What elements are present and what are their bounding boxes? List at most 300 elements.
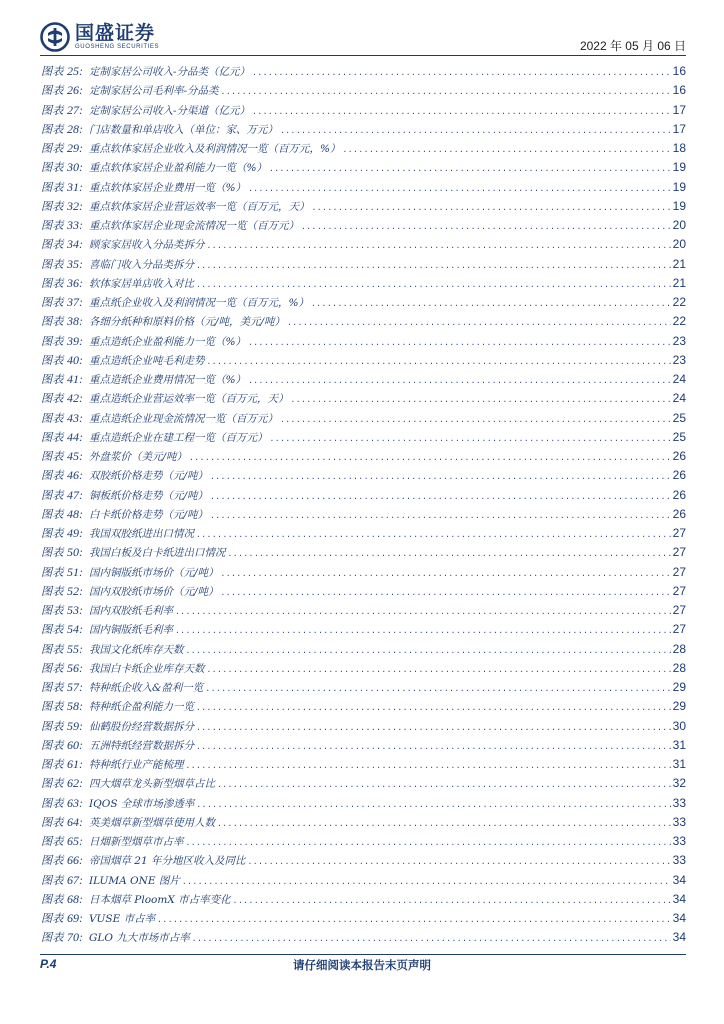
toc-entry-prefix: 图表 (41, 892, 64, 906)
toc-entry-prefix: 图表 (41, 219, 64, 232)
toc-entry-page: 26 (672, 468, 686, 483)
toc-entry[interactable] (41, 602, 686, 621)
toc-entry-title: 定制家居公司收入-分渠道（亿元） (88, 104, 251, 117)
toc-entry-prefix: 图表 (41, 931, 64, 945)
table-of-figures (41, 63, 686, 949)
toc-dot-leader (227, 550, 670, 559)
toc-entry-page: 17 (672, 102, 686, 117)
toc-entry-title: 重点造纸企业吨毛利走势 (88, 354, 205, 367)
toc-entry-number: 56: (66, 660, 83, 675)
toc-entry-number: 50: (66, 545, 83, 560)
toc-dot-leader (217, 820, 671, 829)
toc-entry-label (41, 294, 83, 310)
toc-entry-label (41, 544, 83, 560)
toc-entry[interactable] (41, 621, 686, 640)
toc-entry-prefix: 图表 (41, 642, 64, 656)
toc-entry[interactable] (41, 737, 686, 756)
toc-entry[interactable] (41, 217, 686, 236)
toc-entry-prefix: 图表 (41, 469, 64, 483)
toc-dot-leader (221, 589, 671, 598)
toc-entry-label (41, 564, 83, 580)
toc-entry[interactable] (41, 910, 686, 929)
toc-entry[interactable] (41, 795, 686, 814)
page-number: P.4 (40, 957, 57, 971)
report-date: 2022 年 05 月 06 日 (579, 39, 686, 53)
toc-entry-prefix: 图表 (41, 450, 64, 463)
toc-entry-number: 41: (66, 372, 83, 386)
toc-entry-label (41, 217, 83, 233)
toc-entry-title: 国内铜版纸市场价（元/吨） (88, 566, 219, 579)
toc-entry-number: 49: (66, 526, 83, 540)
toc-entry-number: 33: (66, 218, 83, 232)
toc-entry-title: 铜板纸价格走势（元/吨） (88, 489, 208, 502)
toc-entry[interactable] (41, 891, 686, 910)
toc-dot-leader (196, 281, 671, 290)
toc-entry[interactable] (41, 929, 686, 948)
toc-dot-leader (182, 878, 671, 887)
toc-entry[interactable] (41, 756, 686, 775)
toc-entry-title: VUSE 市占率 (88, 913, 156, 925)
toc-dot-leader (210, 473, 671, 482)
toc-entry-prefix: 图表 (41, 661, 64, 675)
toc-entry-number: 34: (66, 237, 83, 252)
toc-entry-prefix: 图表 (41, 835, 64, 848)
toc-entry-title: 特种纸企收入&盈利一览 (88, 682, 204, 694)
toc-entry-label (41, 602, 83, 618)
toc-entry-title: 定制家居公司收入-分品类（亿元） (88, 66, 251, 78)
logo-chinese-name: 国盛证券 (75, 22, 156, 44)
toc-entry-number: 48: (66, 506, 83, 521)
toc-dot-leader (196, 801, 670, 810)
toc-entry-title: 特种纸企盈利能力一览 (88, 701, 194, 714)
logo-english-name: GUOSHENG SECURITIES (75, 44, 160, 50)
toc-dot-leader (311, 300, 671, 309)
toc-entry-label (41, 679, 83, 695)
toc-entry[interactable] (41, 198, 686, 217)
toc-entry-page: 19 (672, 198, 686, 213)
toc-dot-leader (175, 608, 671, 617)
toc-entry-prefix: 图表 (41, 700, 64, 714)
toc-entry-number: 60: (66, 737, 83, 752)
toc-dot-leader (269, 435, 670, 444)
toc-dot-leader (157, 916, 671, 925)
toc-entry[interactable] (41, 872, 686, 891)
toc-dot-leader (210, 493, 671, 502)
toc-entry-title: GLO 九大市场市占率 (88, 932, 190, 945)
toc-dot-leader (185, 839, 670, 848)
toc-entry-prefix: 图表 (41, 584, 64, 598)
toc-entry-prefix: 图表 (41, 103, 64, 117)
toc-entry-prefix: 图表 (41, 238, 64, 252)
toc-dot-leader (175, 627, 671, 636)
toc-entry[interactable] (41, 410, 686, 429)
toc-entry-number: 40: (66, 352, 83, 367)
toc-entry-title: 重点造纸企业费用情况一览（%） (88, 374, 246, 386)
toc-entry-title: 帝国烟草 21 年分地区收入及同比 (88, 855, 246, 868)
toc-entry[interactable] (41, 352, 686, 371)
toc-dot-leader (287, 319, 671, 328)
toc-entry-title: 仙鹤股份经营数据拆分 (88, 720, 194, 733)
toc-entry-page: 28 (672, 660, 686, 675)
toc-entry-title: 国内铜版纸毛利率 (88, 624, 173, 637)
toc-entry-prefix: 图表 (41, 276, 64, 290)
toc-dot-leader (196, 724, 671, 733)
toc-entry-page: 34 (672, 911, 686, 925)
toc-entry[interactable] (41, 333, 686, 352)
toc-entry-number: 45: (66, 449, 83, 463)
toc-entry-prefix: 图表 (41, 604, 64, 617)
toc-entry[interactable] (41, 718, 686, 737)
toc-entry-page: 19 (672, 179, 686, 194)
toc-entry-prefix: 图表 (41, 84, 64, 98)
toc-entry-label (41, 583, 83, 599)
toc-entry-page: 26 (672, 449, 686, 463)
toc-entry-title: ILUMA ONE 图片 (88, 874, 180, 887)
toc-entry-label (41, 756, 83, 772)
toc-dot-leader (252, 108, 671, 117)
toc-entry-page: 33 (672, 834, 686, 848)
toc-dot-leader (280, 416, 671, 425)
toc-entry-number: 70: (66, 930, 83, 945)
toc-entry-number: 25: (66, 64, 83, 78)
toc-dot-leader (248, 858, 671, 867)
toc-entry-prefix: 图表 (41, 65, 64, 78)
toc-entry-page: 21 (672, 256, 686, 271)
toc-entry-number: 27: (66, 102, 83, 117)
toc-entry-prefix: 图表 (41, 758, 64, 771)
toc-dot-leader (206, 242, 670, 251)
toc-entry[interactable] (41, 448, 686, 467)
toc-entry[interactable] (41, 775, 686, 794)
toc-entry-label (41, 718, 83, 734)
toc-entry-label (41, 102, 83, 118)
toc-dot-leader (290, 396, 670, 405)
toc-entry-prefix: 图表 (41, 796, 64, 810)
toc-entry[interactable] (41, 583, 686, 602)
toc-entry-label (41, 467, 83, 483)
toc-entry-label (41, 82, 83, 98)
toc-entry-prefix: 图表 (41, 719, 64, 733)
toc-entry-prefix: 图表 (41, 353, 64, 367)
toc-dot-leader (192, 935, 671, 944)
toc-entry-number: 62: (66, 776, 83, 791)
toc-entry[interactable] (41, 814, 686, 833)
toc-entry-prefix: 图表 (41, 392, 64, 406)
toc-entry-page: 24 (672, 372, 686, 386)
toc-entry-number: 57: (66, 680, 83, 694)
toc-dot-leader (196, 743, 671, 752)
toc-entry[interactable] (41, 294, 686, 313)
toc-entry-prefix: 图表 (41, 507, 64, 521)
toc-entry-label (41, 929, 83, 945)
toc-entry[interactable] (41, 487, 686, 506)
toc-entry-page: 16 (672, 83, 686, 98)
toc-entry-prefix: 图表 (41, 738, 64, 752)
toc-dot-leader (269, 165, 671, 174)
toc-entry-page: 33 (672, 814, 686, 829)
toc-entry[interactable] (41, 429, 686, 448)
toc-entry-title: 重点软体家居企业盈利能力一览（%） (88, 162, 267, 175)
toc-entry-prefix: 图表 (41, 565, 64, 579)
toc-dot-leader (221, 88, 671, 97)
toc-entry[interactable] (41, 390, 686, 409)
toc-entry-number: 64: (66, 814, 83, 829)
toc-entry-number: 43: (66, 410, 83, 425)
toc-entry-page: 26 (672, 506, 686, 521)
toc-entry-number: 68: (66, 891, 83, 906)
toc-entry-label (41, 198, 83, 214)
toc-entry-prefix: 图表 (41, 161, 64, 175)
toc-entry-label (41, 140, 83, 156)
toc-dot-leader (206, 666, 670, 675)
toc-entry-title: 重点软体家居企业费用一览（%） (88, 181, 246, 194)
toc-entry-page: 28 (672, 641, 686, 656)
toc-dot-leader (196, 531, 671, 540)
toc-entry-number: 69: (66, 911, 83, 925)
toc-entry-label (41, 275, 83, 291)
toc-dot-leader (248, 339, 671, 348)
toc-entry[interactable] (41, 852, 686, 871)
toc-dot-leader (301, 223, 671, 232)
toc-entry-prefix: 图表 (41, 199, 64, 213)
toc-entry-prefix: 图表 (41, 815, 64, 829)
toc-entry-label (41, 910, 83, 926)
toc-entry[interactable] (41, 564, 686, 583)
toc-entry-number: 35: (66, 256, 83, 271)
toc-entry-number: 58: (66, 699, 83, 714)
toc-entry[interactable] (41, 698, 686, 717)
toc-entry-page: 29 (672, 699, 686, 714)
toc-entry-label (41, 872, 83, 888)
toc-entry-page: 24 (672, 391, 686, 406)
toc-entry-number: 53: (66, 603, 83, 617)
toc-entry-label (41, 121, 83, 137)
toc-entry-page: 27 (672, 622, 686, 637)
toc-entry[interactable] (41, 467, 686, 486)
toc-entry-page: 21 (672, 275, 686, 290)
toc-entry-page: 22 (672, 314, 686, 329)
toc-entry-page: 27 (672, 526, 686, 540)
toc-dot-leader (217, 781, 671, 790)
toc-entry-page: 31 (672, 737, 686, 752)
toc-entry[interactable] (41, 371, 686, 390)
toc-entry-title: 国内双胶纸毛利率 (88, 605, 173, 617)
toc-entry-page: 20 (672, 237, 686, 252)
toc-entry[interactable] (41, 506, 686, 525)
toc-entry-page: 23 (672, 352, 686, 367)
toc-entry-title: 白卡纸价格走势（元/吨） (88, 508, 208, 521)
toc-entry-label (41, 236, 83, 252)
toc-entry-label (41, 795, 83, 811)
toc-entry-page: 34 (672, 872, 686, 887)
toc-entry-prefix: 图表 (41, 296, 64, 309)
toc-entry-label (41, 698, 83, 714)
toc-entry-title: 各细分纸种和原料价格（元/吨，美元/吨） (88, 316, 286, 329)
toc-entry-title: 喜临门收入分品类拆分 (88, 258, 194, 271)
toc-entry-label (41, 390, 83, 406)
toc-entry-prefix: 图表 (41, 257, 64, 271)
toc-entry-number: 28: (66, 121, 83, 136)
guosheng-logo-icon (40, 22, 70, 52)
toc-entry-page: 19 (672, 160, 686, 175)
toc-entry-page: 33 (672, 853, 686, 868)
toc-entry-title: 重点造纸企业盈利能力一览（%） (88, 335, 246, 348)
toc-entry-number: 31: (66, 179, 83, 194)
toc-entry-number: 38: (66, 314, 83, 329)
toc-dot-leader (252, 69, 671, 78)
toc-entry-label (41, 63, 83, 79)
toc-dot-leader (342, 146, 670, 155)
toc-dot-leader (311, 204, 670, 213)
toc-entry-title: 我国白卡纸企业库存天数 (88, 662, 205, 675)
toc-entry-number: 32: (66, 198, 83, 213)
toc-entry-label (41, 448, 83, 464)
toc-entry-label (41, 506, 83, 522)
toc-entry-title: 我国白板及白卡纸进出口情况 (88, 547, 226, 560)
toc-dot-leader (233, 897, 671, 906)
toc-dot-leader (210, 512, 671, 521)
toc-entry-title: 重点造纸企业现金流情况一览（百万元） (88, 412, 278, 425)
toc-entry[interactable] (41, 313, 686, 332)
toc-dot-leader (280, 127, 671, 136)
toc-entry-label (41, 891, 83, 907)
toc-entry-label (41, 487, 83, 503)
toc-entry-label (41, 429, 83, 445)
toc-entry-title: 重点造纸企业营运效率一览（百万元，天） (88, 393, 289, 406)
toc-entry-title: 重点软体家居企业收入及利润情况一览（百万元，%） (88, 143, 341, 155)
toc-entry[interactable] (41, 140, 686, 159)
toc-entry-title: 重点软体家居企业营运效率一览（百万元，天） (88, 200, 310, 213)
toc-entry-prefix: 图表 (41, 546, 64, 560)
toc-entry-page: 27 (672, 564, 686, 579)
toc-entry-title: 软体家居单店收入对比 (88, 277, 194, 290)
toc-entry-label (41, 256, 83, 272)
toc-entry[interactable] (41, 641, 686, 660)
toc-entry-prefix: 图表 (41, 912, 64, 925)
toc-dot-leader (185, 762, 670, 771)
toc-entry-prefix: 图表 (41, 623, 64, 637)
toc-entry-number: 29: (66, 141, 83, 155)
toc-entry-number: 54: (66, 622, 83, 637)
toc-entry-prefix: 图表 (41, 873, 64, 887)
toc-entry-title: 顾家家居收入分品类拆分 (88, 239, 205, 252)
toc-entry-prefix: 图表 (41, 681, 64, 694)
toc-entry-label (41, 737, 83, 753)
toc-entry[interactable] (41, 660, 686, 679)
toc-entry-number: 36: (66, 275, 83, 290)
toc-entry-number: 67: (66, 872, 83, 887)
toc-entry-title: 定制家居公司毛利率-分品类 (88, 85, 219, 98)
toc-entry-title: 特种纸行业产能梳理 (88, 759, 184, 771)
toc-entry-number: 51: (66, 564, 83, 579)
toc-entry[interactable] (41, 544, 686, 563)
toc-entry-page: 16 (672, 64, 686, 78)
toc-entry-prefix: 图表 (41, 373, 64, 386)
toc-entry-number: 65: (66, 834, 83, 848)
toc-entry-page: 26 (672, 487, 686, 502)
toc-entry-page: 29 (672, 680, 686, 694)
toc-entry[interactable] (41, 63, 686, 82)
toc-entry[interactable] (41, 256, 686, 275)
toc-entry-number: 37: (66, 295, 83, 309)
toc-entry-page: 34 (672, 930, 686, 945)
toc-entry-title: 门店数量和单店收入（单位：家、万元） (88, 123, 278, 136)
toc-entry[interactable] (41, 679, 686, 698)
toc-entry-number: 55: (66, 641, 83, 656)
toc-entry[interactable] (41, 525, 686, 544)
toc-entry-label (41, 621, 83, 637)
toc-entry-number: 52: (66, 583, 83, 598)
toc-entry-title: 五洲特纸经营数据拆分 (88, 739, 194, 752)
toc-entry[interactable] (41, 82, 686, 101)
toc-entry-number: 63: (66, 795, 83, 810)
toc-entry-prefix: 图表 (41, 854, 64, 868)
toc-entry-prefix: 图表 (41, 122, 64, 136)
toc-entry-page: 23 (672, 333, 686, 348)
toc-entry-title: IQOS 全球市场渗透率 (88, 797, 195, 810)
toc-entry[interactable] (41, 179, 686, 198)
footer-divider (40, 954, 686, 955)
toc-entry-page: 25 (672, 429, 686, 444)
toc-entry-page: 25 (672, 410, 686, 425)
toc-entry-title: 国内双胶纸市场价（元/吨） (88, 585, 219, 598)
toc-entry-page: 22 (672, 295, 686, 309)
toc-entry-number: 42: (66, 391, 83, 406)
toc-dot-leader (196, 704, 671, 713)
toc-entry-label (41, 660, 83, 676)
toc-entry-prefix: 图表 (41, 180, 64, 194)
toc-entry-label (41, 641, 83, 657)
toc-entry[interactable] (41, 833, 686, 852)
toc-entry-page: 30 (672, 718, 686, 733)
toc-entry-page: 20 (672, 218, 686, 232)
toc-dot-leader (205, 685, 670, 694)
toc-entry-prefix: 图表 (41, 315, 64, 329)
toc-entry-page: 27 (672, 603, 686, 617)
toc-entry[interactable] (41, 102, 686, 121)
toc-entry-prefix: 图表 (41, 777, 64, 791)
toc-entry-number: 44: (66, 429, 83, 444)
toc-dot-leader (221, 570, 671, 579)
toc-dot-leader (196, 262, 671, 271)
toc-dot-leader (189, 454, 671, 463)
toc-entry-title: 日烟新型烟草市占率 (88, 836, 184, 848)
toc-dot-leader (248, 377, 671, 386)
toc-entry[interactable] (41, 275, 686, 294)
toc-entry-number: 59: (66, 718, 83, 733)
toc-entry-page: 34 (672, 891, 686, 906)
toc-entry-label (41, 179, 83, 195)
toc-entry-label (41, 410, 83, 426)
toc-entry-title: 我国双胶纸进出口情况 (88, 528, 194, 540)
toc-entry-page: 27 (672, 545, 686, 560)
toc-entry-page: 31 (672, 757, 686, 771)
toc-entry-label (41, 313, 83, 329)
toc-entry-title: 重点软体家居企业现金流情况一览（百万元） (88, 220, 299, 232)
toc-entry-number: 47: (66, 487, 83, 502)
toc-entry[interactable] (41, 159, 686, 178)
toc-entry[interactable] (41, 121, 686, 140)
toc-entry-number: 26: (66, 83, 83, 98)
toc-entry-prefix: 图表 (41, 430, 64, 444)
toc-entry-prefix: 图表 (41, 411, 64, 425)
toc-entry-label (41, 159, 83, 175)
toc-entry[interactable] (41, 236, 686, 255)
toc-entry-number: 46: (66, 468, 83, 483)
toc-dot-leader (248, 185, 671, 194)
page-header (0, 0, 724, 60)
company-logo (40, 22, 159, 52)
